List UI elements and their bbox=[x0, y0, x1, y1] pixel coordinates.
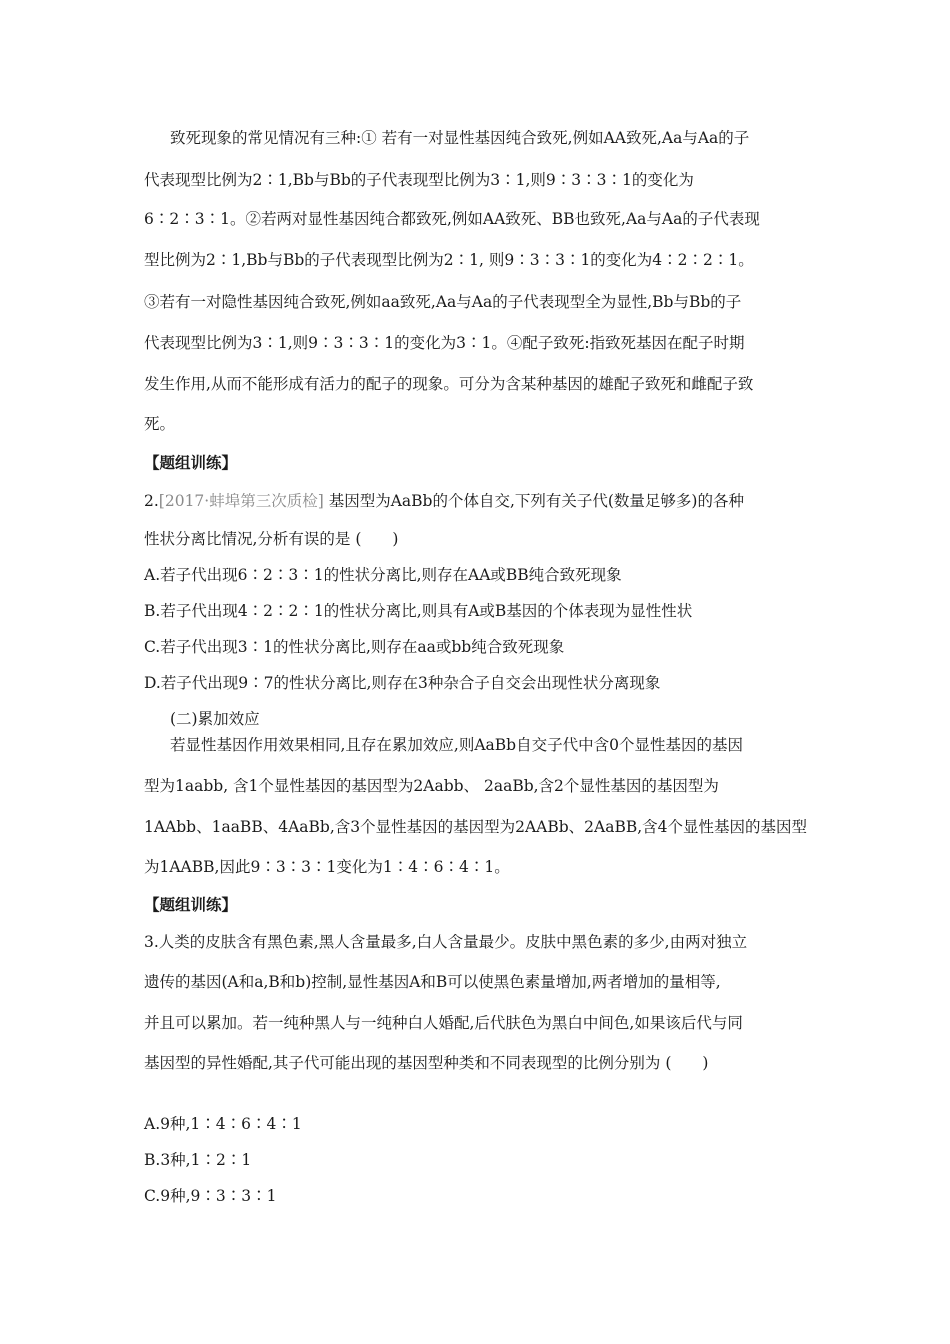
paragraph-line: 6∶2∶3∶1。②若两对显性基因纯合都致死,例如AA致死、BB也致死,Aa与Aa的子代表现 bbox=[144, 210, 760, 228]
option-c: C.9种,9∶3∶3∶1 bbox=[144, 1187, 277, 1205]
section-heading: (二)累加效应 bbox=[170, 710, 260, 728]
paragraph-line: 死。 bbox=[144, 415, 176, 433]
question-3-line: 基因型的异性婚配,其子代可能出现的基因型种类和不同表现型的比例分别为 ( ) bbox=[144, 1054, 709, 1072]
paragraph-line: 1AAbb、1aaBB、4AaBb,含3个显性基因的基因型为2AABb、2AaBB,含4个显性基因的基因型 bbox=[144, 818, 808, 836]
option-b: B.若子代出现4∶2∶2∶1的性状分离比,则具有A或B基因的个体表现为显性性状 bbox=[144, 602, 693, 620]
question-3-line: 3.人类的皮肤含有黑色素,黑人含量最多,白人含量最少。皮肤中黑色素的多少,由两对独立 bbox=[144, 933, 748, 951]
option-c: C.若子代出现3∶1的性状分离比,则存在aa或bb纯合致死现象 bbox=[144, 638, 565, 656]
paragraph-line: 代表现型比例为2∶1,Bb与Bb的子代表现型比例为3∶1,则9∶3∶3∶1的变化为 bbox=[144, 171, 694, 189]
paragraph-line: 型为1aabb, 含1个显性基因的基因型为2Aabb、 2aaBb,含2个显性基因的基因型为 bbox=[144, 777, 719, 795]
question-2-stem bbox=[144, 491, 744, 511]
question-stem-text: 基因型为AaBb的个体自交,下列有关子代(数量足够多)的各种 bbox=[323, 492, 744, 510]
paragraph-line: 若显性基因作用效果相同,且存在累加效应,则AaBb自交子代中含0个显性基因的基因 bbox=[170, 736, 743, 754]
option-d: D.若子代出现9∶7的性状分离比,则存在3种杂合子自交会出现性状分离现象 bbox=[144, 674, 661, 692]
group-training-heading: 【题组训练】 bbox=[144, 895, 238, 914]
question-source: [2017·蚌埠第三次质检] bbox=[158, 492, 324, 510]
paragraph-line: 代表现型比例为3∶1,则9∶3∶3∶1的变化为3∶1。④配子致死:指致死基因在配子时期 bbox=[144, 334, 745, 352]
paragraph-line: 为1AABB,因此9∶3∶3∶1变化为1∶4∶6∶4∶1。 bbox=[144, 858, 510, 876]
group-training-heading: 【题组训练】 bbox=[144, 453, 238, 472]
question-3-line: 并且可以累加。若一纯种黑人与一纯种白人婚配,后代肤色为黑白中间色,如果该后代与同 bbox=[144, 1014, 743, 1032]
option-a: A.9种,1∶4∶6∶4∶1 bbox=[144, 1115, 302, 1133]
paragraph-line: 型比例为2∶1,Bb与Bb的子代表现型比例为2∶1, 则9∶3∶3∶1的变化为4∶2∶2∶1。 bbox=[144, 251, 754, 269]
paragraph-line: ③若有一对隐性基因纯合致死,例如aa致死,Aa与Aa的子代表现型全为显性,Bb与Bb的子 bbox=[144, 293, 742, 311]
question-number: 2. bbox=[144, 492, 159, 510]
paragraph-line: 发生作用,从而不能形成有活力的配子的现象。可分为含某种基因的雄配子致死和雌配子致 bbox=[144, 375, 754, 393]
option-a: A.若子代出现6∶2∶3∶1的性状分离比,则存在AA或BB纯合致死现象 bbox=[144, 566, 622, 584]
question-2-stem-line2: 性状分离比情况,分析有误的是 ( ) bbox=[144, 530, 399, 548]
paragraph-line: 致死现象的常见情况有三种:① 若有一对显性基因纯合致死,例如AA致死,Aa与Aa的子 bbox=[170, 129, 750, 147]
option-b: B.3种,1∶2∶1 bbox=[144, 1151, 252, 1169]
question-3-line: 遗传的基因(A和a,B和b)控制,显性基因A和B可以使黑色素量增加,两者增加的量相等, bbox=[144, 973, 721, 991]
